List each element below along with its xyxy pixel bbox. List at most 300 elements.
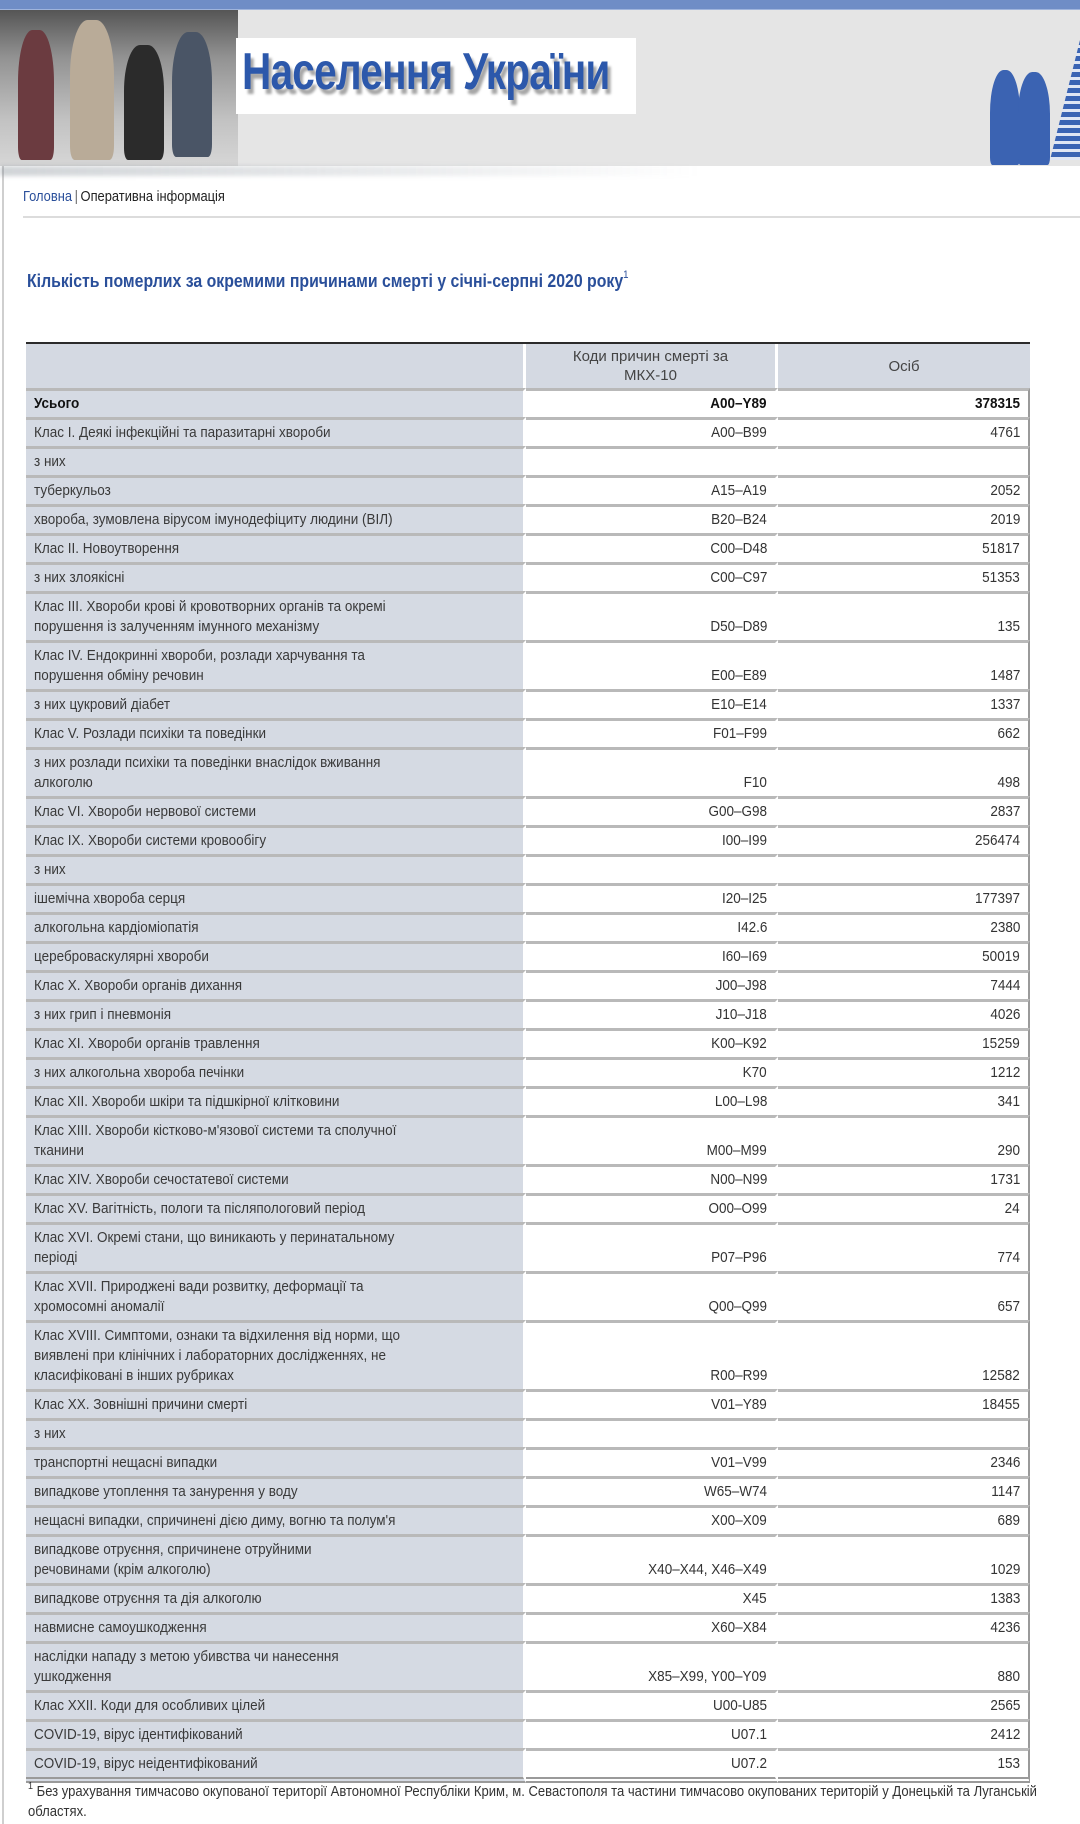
cell-cause-name <box>26 1447 526 1476</box>
cell-cause-name <box>26 1719 526 1748</box>
cell-cause-name <box>26 1641 526 1690</box>
cell-cause-name <box>26 1690 526 1719</box>
cause-name: туберкульоз <box>34 482 111 499</box>
cell-icd-code <box>526 1583 778 1612</box>
breadcrumb-home-link[interactable]: Головна <box>23 188 73 205</box>
icd-code: N00–N99 <box>709 1171 767 1188</box>
cell-icd-code <box>526 1690 778 1719</box>
persons-count: 774 <box>997 1249 1020 1266</box>
photo-person <box>18 30 54 160</box>
cell-persons-count <box>778 504 1030 533</box>
cell-cause-name <box>26 1028 526 1057</box>
cell-icd-code <box>526 999 778 1028</box>
cell-icd-code <box>526 640 778 689</box>
cell-persons-count <box>778 1612 1030 1641</box>
cell-icd-code <box>526 417 778 446</box>
persons-count: 4761 <box>989 424 1020 441</box>
table-row <box>26 1389 1030 1418</box>
icd-code: C00–D48 <box>709 540 767 557</box>
icd-code: X85–X99, Y00–Y09 <box>648 1668 767 1685</box>
table-row <box>26 1028 1030 1057</box>
table-row <box>26 1418 1030 1447</box>
table-row <box>26 562 1030 591</box>
table-row <box>26 533 1030 562</box>
cause-name-line: Клас XVII. Природжені вади розвитку, деформації та <box>34 1278 364 1295</box>
cell-cause-name <box>26 1164 526 1193</box>
persons-count: 135 <box>997 618 1020 635</box>
table-row <box>26 1476 1030 1505</box>
table-row <box>26 475 1030 504</box>
table-row <box>26 1583 1030 1612</box>
cell-persons-count <box>778 1690 1030 1719</box>
breadcrumb-separator: | <box>74 188 78 205</box>
cause-name: COVID-19, вірус ідентифікований <box>34 1726 243 1743</box>
icd-code: L00–L98 <box>714 1093 767 1110</box>
icd-code: A15–A19 <box>711 482 767 499</box>
table-row <box>26 1612 1030 1641</box>
cell-icd-code <box>526 1612 778 1641</box>
footnote <box>28 1778 1068 1822</box>
cell-icd-code <box>526 825 778 854</box>
cell-icd-code <box>526 1320 778 1389</box>
cell-cause-name <box>26 883 526 912</box>
cell-cause-name <box>26 912 526 941</box>
breadcrumb <box>23 188 225 205</box>
cell-icd-code <box>526 689 778 718</box>
cause-name: Клас II. Новоутворення <box>34 540 180 557</box>
icd-code: A00–Y89 <box>710 395 767 412</box>
icd-code: I00–I99 <box>721 832 767 849</box>
cause-name-line: з них розлади психіки та поведінки внаслідок вживання <box>34 754 381 771</box>
cause-name: Клас IX. Хвороби системи кровообігу <box>34 832 267 849</box>
cell-icd-code <box>526 941 778 970</box>
cell-icd-code <box>526 1086 778 1115</box>
cell-icd-code <box>526 1271 778 1320</box>
cell-icd-code <box>526 591 778 640</box>
cell-icd-code <box>526 883 778 912</box>
person-silhouette-icon <box>990 70 1020 165</box>
photo-person <box>172 32 212 157</box>
cell-persons-count <box>778 1583 1030 1612</box>
cell-persons-count <box>778 796 1030 825</box>
persons-count: 177397 <box>974 890 1020 907</box>
table-row <box>26 941 1030 970</box>
cause-name: випадкове отруєння та дія алкоголю <box>34 1590 262 1607</box>
cell-cause-name <box>26 825 526 854</box>
cell-icd-code <box>526 475 778 504</box>
cell-icd-code <box>526 446 778 475</box>
persons-count: 2380 <box>989 919 1020 936</box>
cell-persons-count <box>778 1057 1030 1086</box>
persons-count: 51353 <box>982 569 1020 586</box>
cell-icd-code <box>526 747 778 796</box>
photo-person <box>70 20 114 160</box>
cell-icd-code <box>526 1222 778 1271</box>
cause-name: транспортні нещасні випадки <box>34 1454 218 1471</box>
cause-name: Клас XX. Зовнішні причини смерті <box>34 1396 248 1413</box>
cell-persons-count <box>778 912 1030 941</box>
icd-code: X60–X84 <box>711 1619 767 1636</box>
site-logo[interactable] <box>236 38 636 114</box>
icd-code: U07.1 <box>730 1726 767 1743</box>
icd-code: V01–Y89 <box>711 1396 767 1413</box>
table-row <box>26 1719 1030 1748</box>
cause-name: Клас XXII. Коди для особливих цілей <box>34 1697 266 1714</box>
cell-cause-name <box>26 640 526 689</box>
persons-count: 1212 <box>989 1064 1020 1081</box>
table-header-row <box>26 344 1030 388</box>
cell-icd-code <box>526 854 778 883</box>
persons-count: 2412 <box>989 1726 1020 1743</box>
cause-name: ішемічна хвороба серця <box>34 890 186 907</box>
cell-cause-name <box>26 1612 526 1641</box>
persons-count: 2019 <box>989 511 1020 528</box>
table-row <box>26 796 1030 825</box>
persons-count: 256474 <box>974 832 1020 849</box>
cell-cause-name <box>26 689 526 718</box>
title-footnote-mark[interactable]: 1 <box>623 269 629 281</box>
persons-count: 1731 <box>989 1171 1020 1188</box>
cell-icd-code <box>526 1476 778 1505</box>
cell-persons-count <box>778 1719 1030 1748</box>
header-icd-codes <box>526 344 778 388</box>
people-stairs-graphic <box>980 30 1080 166</box>
cause-name: навмисне самоушкодження <box>34 1619 207 1636</box>
table-row <box>26 591 1030 640</box>
persons-count: 2346 <box>989 1454 1020 1471</box>
header-persons: Осіб <box>778 344 1030 388</box>
cell-persons-count <box>778 1164 1030 1193</box>
cell-persons-count <box>778 1534 1030 1583</box>
cause-name: Клас I. Деякі інфекційні та паразитарні хвороби <box>34 424 331 441</box>
icd-code: I60–I69 <box>721 948 767 965</box>
icd-code: O00–O99 <box>708 1200 767 1217</box>
cause-name: з них алкогольна хвороба печінки <box>34 1064 245 1081</box>
cell-cause-name <box>26 1583 526 1612</box>
cell-icd-code <box>526 1447 778 1476</box>
persons-count: 1487 <box>989 667 1020 684</box>
site-title: Населення України <box>242 43 610 101</box>
cause-name: цереброваскулярні хвороби <box>34 948 209 965</box>
cell-persons-count <box>778 854 1030 883</box>
icd-code: C00–C97 <box>709 569 767 586</box>
page-title <box>27 271 629 292</box>
stairs-icon <box>1050 40 1080 160</box>
cause-name: Клас XV. Вагітність, пологи та післяпологовий період <box>34 1200 365 1217</box>
icd-code: P07–P96 <box>711 1249 767 1266</box>
cell-cause-name <box>26 941 526 970</box>
persons-count: 24 <box>1004 1200 1020 1217</box>
table-row <box>26 1193 1030 1222</box>
cell-icd-code <box>526 1389 778 1418</box>
cell-persons-count <box>778 1320 1030 1389</box>
persons-count: 1383 <box>989 1590 1020 1607</box>
cause-name: Клас XIV. Хвороби сечостатевої системи <box>34 1171 289 1188</box>
cause-name-line: періоді <box>34 1249 78 1266</box>
table-row <box>26 1534 1030 1583</box>
cell-icd-code <box>526 1115 778 1164</box>
cell-cause-name <box>26 970 526 999</box>
table-row <box>26 854 1030 883</box>
persons-count: 153 <box>997 1755 1020 1772</box>
cause-name-line: Клас IV. Ендокринні хвороби, розлади харчування та <box>34 647 365 664</box>
mortality-table-container <box>26 342 1030 1783</box>
cell-icd-code <box>526 1505 778 1534</box>
persons-count: 51817 <box>982 540 1020 557</box>
cell-persons-count <box>778 1447 1030 1476</box>
person-silhouette-icon <box>1018 72 1050 165</box>
icd-code: I42.6 <box>736 919 767 936</box>
cell-icd-code <box>526 504 778 533</box>
cell-persons-count <box>778 941 1030 970</box>
icd-code: I20–I25 <box>721 890 767 907</box>
cause-name-line: виявлені при клінічних і лабораторних дослідженнях, не <box>34 1347 387 1364</box>
cause-name-line: наслідки нападу з метою убивства чи нанесення <box>34 1648 339 1665</box>
table-row <box>26 1447 1030 1476</box>
persons-count: 689 <box>997 1512 1020 1529</box>
cause-name: з них грип і пневмонія <box>34 1006 172 1023</box>
icd-code: X40–X44, X46–X49 <box>648 1561 767 1578</box>
cell-persons-count <box>778 747 1030 796</box>
cell-cause-name <box>26 591 526 640</box>
icd-code: D50–D89 <box>709 618 767 635</box>
cell-persons-count <box>778 1476 1030 1505</box>
table-row <box>26 1164 1030 1193</box>
cell-icd-code <box>526 718 778 747</box>
icd-code: K00–K92 <box>711 1035 767 1052</box>
cell-persons-count <box>778 1641 1030 1690</box>
cause-name: Клас XI. Хвороби органів травлення <box>34 1035 260 1052</box>
cell-persons-count <box>778 689 1030 718</box>
persons-count: 12582 <box>982 1367 1020 1384</box>
icd-code: X00–X09 <box>711 1512 767 1529</box>
table-row <box>26 825 1030 854</box>
cell-icd-code <box>526 533 778 562</box>
breadcrumb-current[interactable]: Оперативна інформація <box>80 188 225 205</box>
table-row <box>26 883 1030 912</box>
table-row <box>26 999 1030 1028</box>
persons-count: 290 <box>997 1142 1020 1159</box>
cause-name-line: Клас III. Хвороби крові й кровотворних органів та окремі <box>34 598 386 615</box>
cell-persons-count <box>778 1028 1030 1057</box>
persons-count: 4026 <box>989 1006 1020 1023</box>
cell-cause-name <box>26 854 526 883</box>
table-row <box>26 912 1030 941</box>
cause-name: COVID-19, вірус неідентифікований <box>34 1755 258 1772</box>
persons-count: 18455 <box>982 1396 1020 1413</box>
table-row <box>26 1690 1030 1719</box>
cause-name: з них <box>34 1425 66 1442</box>
icd-code: U00-U85 <box>712 1697 767 1714</box>
persons-count: 2052 <box>989 482 1020 499</box>
cell-icd-code <box>526 1057 778 1086</box>
cell-persons-count <box>778 883 1030 912</box>
cell-persons-count <box>778 1193 1030 1222</box>
header-icd-codes-text: Коди причин смерті за МКХ-10 <box>572 348 729 384</box>
cause-name: з них <box>34 453 66 470</box>
cell-icd-code <box>526 1719 778 1748</box>
persons-count: 498 <box>997 774 1020 791</box>
cell-persons-count <box>778 1418 1030 1447</box>
cell-persons-count <box>778 591 1030 640</box>
icd-code: Q00–Q99 <box>708 1298 767 1315</box>
persons-count: 657 <box>997 1298 1020 1315</box>
table-row <box>26 504 1030 533</box>
cell-cause-name <box>26 1476 526 1505</box>
top-bar <box>0 0 1080 10</box>
cause-name-line: речовинами (крім алкоголю) <box>34 1561 211 1578</box>
cell-cause-name <box>26 504 526 533</box>
cause-name: Клас VI. Хвороби нервової системи <box>34 803 257 820</box>
cell-icd-code <box>526 1164 778 1193</box>
cause-name-line: Клас XVIII. Симптоми, ознаки та відхилення від норми, що <box>34 1327 401 1344</box>
page-left-border <box>2 0 4 1824</box>
cell-icd-code <box>526 1028 778 1057</box>
table-row <box>26 640 1030 689</box>
cell-cause-name <box>26 417 526 446</box>
icd-code: E00–E89 <box>711 667 767 684</box>
icd-code: K70 <box>742 1064 767 1081</box>
cell-cause-name <box>26 1320 526 1389</box>
cell-cause-name <box>26 1222 526 1271</box>
cell-persons-count <box>778 475 1030 504</box>
cell-persons-count <box>778 1222 1030 1271</box>
cell-persons-count <box>778 533 1030 562</box>
cell-cause-name <box>26 475 526 504</box>
icd-code: J00–J98 <box>715 977 767 994</box>
table-row <box>26 718 1030 747</box>
cell-icd-code <box>526 562 778 591</box>
cause-name: випадкове утоплення та занурення у воду <box>34 1483 298 1500</box>
cause-name-line: класифіковані в інших рубриках <box>34 1367 234 1384</box>
cell-persons-count <box>778 718 1030 747</box>
icd-code: V01–V99 <box>711 1454 767 1471</box>
cell-cause-name <box>26 388 526 417</box>
table-row <box>26 388 1030 417</box>
table-row <box>26 1057 1030 1086</box>
cause-name-line: ушкодження <box>34 1668 112 1685</box>
cell-persons-count <box>778 1086 1030 1115</box>
cell-cause-name <box>26 1057 526 1086</box>
cause-name-line: Клас XIII. Хвороби кістково-м'язової системи та сполучної <box>34 1122 397 1139</box>
table-row <box>26 970 1030 999</box>
icd-code: J10–J18 <box>715 1006 767 1023</box>
table-row <box>26 1115 1030 1164</box>
icd-code: E10–E14 <box>711 696 767 713</box>
cell-icd-code <box>526 796 778 825</box>
persons-count: 2837 <box>989 803 1020 820</box>
cell-persons-count <box>778 417 1030 446</box>
mortality-table <box>26 342 1030 1783</box>
cause-name: Клас V. Розлади психіки та поведінки <box>34 725 267 742</box>
footnote-mark: 1 <box>28 1781 34 1792</box>
icd-code: M00–M99 <box>706 1142 767 1159</box>
persons-count: 15259 <box>982 1035 1020 1052</box>
table-row <box>26 1271 1030 1320</box>
cell-persons-count <box>778 1505 1030 1534</box>
cell-persons-count <box>778 388 1030 417</box>
header-cause <box>26 344 526 388</box>
cell-persons-count <box>778 1271 1030 1320</box>
footnote-text: Без урахування тимчасово окупованої території Автономної Республіки Крим, м. Севастополя та частини тимчасово окупованих територій у Донецькій та Луганській областях. <box>28 1783 1037 1820</box>
cell-cause-name <box>26 1271 526 1320</box>
cause-name-line: хромосомні аномалії <box>34 1298 165 1315</box>
table-row <box>26 1641 1030 1690</box>
table-row <box>26 747 1030 796</box>
table-row <box>26 1320 1030 1389</box>
cell-persons-count <box>778 446 1030 475</box>
table-row <box>26 689 1030 718</box>
cell-persons-count <box>778 825 1030 854</box>
table-body <box>26 388 1030 1783</box>
cause-name: алкогольна кардіоміопатія <box>34 919 199 936</box>
table-row <box>26 1086 1030 1115</box>
icd-code: F10 <box>743 774 767 791</box>
breadcrumb-divider <box>23 216 1080 218</box>
cell-cause-name <box>26 1193 526 1222</box>
cell-persons-count <box>778 562 1030 591</box>
persons-count: 662 <box>997 725 1020 742</box>
table-row <box>26 1505 1030 1534</box>
cell-cause-name <box>26 533 526 562</box>
cell-cause-name <box>26 562 526 591</box>
cause-name: з них цукровий діабет <box>34 696 171 713</box>
persons-count: 1147 <box>990 1483 1020 1500</box>
cause-name: з них злоякісні <box>34 569 125 586</box>
cell-cause-name <box>26 1534 526 1583</box>
cause-name: хвороба, зумовлена вірусом імунодефіциту людини (ВІЛ) <box>34 511 393 528</box>
cell-persons-count <box>778 999 1030 1028</box>
photo-person <box>124 45 164 160</box>
cell-cause-name <box>26 747 526 796</box>
persons-count: 50019 <box>982 948 1020 965</box>
persons-count: 378315 <box>974 395 1020 412</box>
cell-cause-name <box>26 446 526 475</box>
icd-code: W65–W74 <box>703 1483 767 1500</box>
cause-name-line: тканини <box>34 1142 84 1159</box>
icd-code: U07.2 <box>730 1755 767 1772</box>
cause-name-line: порушення із залученням імунного механізму <box>34 618 320 635</box>
crowd-photo <box>0 10 238 166</box>
cell-icd-code <box>526 1534 778 1583</box>
persons-count: 7444 <box>989 977 1020 994</box>
site-header-banner <box>0 10 1080 166</box>
cause-name-line: алкоголю <box>34 774 93 791</box>
table-row <box>26 1222 1030 1271</box>
cell-cause-name <box>26 1505 526 1534</box>
icd-code: F01–F99 <box>712 725 767 742</box>
icd-code: X45 <box>742 1590 767 1607</box>
persons-count: 2565 <box>989 1697 1020 1714</box>
cell-persons-count <box>778 640 1030 689</box>
table-row <box>26 417 1030 446</box>
icd-code: R00–R99 <box>709 1367 767 1384</box>
cause-name-line: Клас XVI. Окремі стани, що виникають у перинатальному <box>34 1229 395 1246</box>
cell-persons-count <box>778 970 1030 999</box>
cause-name: Клас X. Хвороби органів дихання <box>34 977 243 994</box>
cause-name: Усього <box>34 395 80 412</box>
cell-cause-name <box>26 1086 526 1115</box>
cause-name-line: порушення обміну речовин <box>34 667 204 684</box>
icd-code: A00–B99 <box>711 424 767 441</box>
table-row <box>26 446 1030 475</box>
cell-cause-name <box>26 796 526 825</box>
persons-count: 341 <box>997 1093 1020 1110</box>
persons-count: 880 <box>997 1668 1020 1685</box>
cell-persons-count <box>778 1389 1030 1418</box>
cause-name-line: випадкове отруєння, спричинене отруйними <box>34 1541 312 1558</box>
icd-code: B20–B24 <box>711 511 767 528</box>
